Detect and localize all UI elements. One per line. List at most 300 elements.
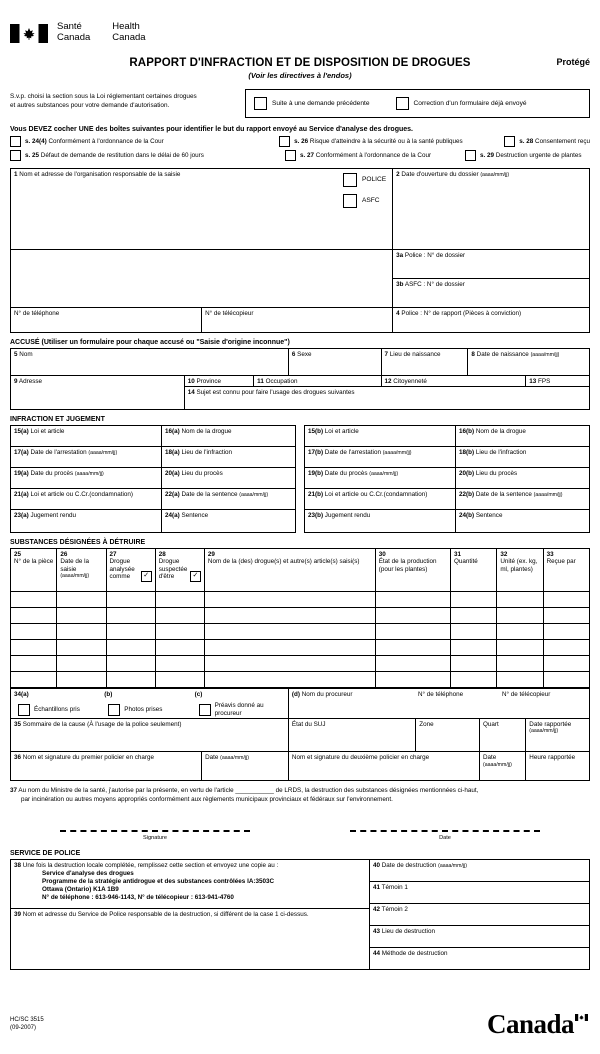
col-26-hint: (aaaa/mm/jj) <box>60 573 90 580</box>
field-36-officer2[interactable] <box>288 751 479 780</box>
option-s25[interactable] <box>10 150 285 161</box>
notice-to-prosecutor-label: Préavis donné au procureur <box>214 702 264 717</box>
field-21b-label: Loi et article ou C.Cr.(condamnation) <box>324 490 428 498</box>
field-etat-suj[interactable] <box>288 718 415 751</box>
canada-flag-small-icon <box>575 997 588 1004</box>
cell-28[interactable] <box>155 591 204 607</box>
field-zone[interactable] <box>416 718 480 751</box>
intro-line-2: et autres substances pour votre demande d'autorisation. <box>10 101 170 109</box>
field-fax[interactable] <box>202 308 393 333</box>
cell-30[interactable] <box>375 607 450 623</box>
purpose-options <box>10 136 590 161</box>
police-option[interactable] <box>338 173 386 187</box>
field-36-heure[interactable] <box>526 751 590 780</box>
offence-heading: INFRACTION ET JUGEMENT <box>10 415 105 423</box>
wordmark-health: Health <box>112 21 140 32</box>
table-row[interactable] <box>11 591 590 607</box>
field-38-addr1: Service d'analyse des drogues <box>42 869 134 877</box>
field-11-occupation[interactable] <box>254 376 381 387</box>
cell-26[interactable] <box>57 623 106 639</box>
field-40-label: Date de destruction <box>381 861 437 869</box>
cell-30[interactable] <box>375 671 450 687</box>
field-9-address[interactable] <box>11 376 185 410</box>
col-29-label: Nom de la (des) drogue(s) et autre(s) article(s) saisi(s) <box>207 558 360 566</box>
field-15a[interactable] <box>11 425 162 446</box>
field-16a[interactable] <box>162 425 296 446</box>
cell-28[interactable] <box>155 671 204 687</box>
cell-30[interactable] <box>375 639 450 655</box>
field-42-witness2[interactable] <box>370 903 589 925</box>
intro-checkbox-box <box>245 89 590 118</box>
field-42-label: Témoin 2 <box>381 905 408 913</box>
field-38-addr2: Programme de la stratégie antidrogue et des substances contrôlées IA:3503C <box>42 878 275 885</box>
col-26-label: Date de la saisie <box>60 558 90 573</box>
field-37-num: 37 <box>10 786 18 794</box>
cell-30[interactable] <box>375 591 450 607</box>
cell-28[interactable] <box>155 607 204 623</box>
field-17b[interactable] <box>305 446 456 467</box>
field-13-num: 13 <box>529 378 537 385</box>
field-38-label: Une fois la destruction locale complétée, remplissez cette section et envoyez une copie au : <box>22 861 279 869</box>
field-20b[interactable] <box>456 467 590 488</box>
field-date-rapportee-hint: (aaaa/mm/jj) <box>529 728 559 735</box>
signature-col <box>60 830 250 841</box>
field-18b-num: 18(b) <box>459 448 475 456</box>
field-38-num: 38 <box>14 861 22 869</box>
cell-25[interactable] <box>11 623 57 639</box>
cell-31[interactable] <box>451 607 497 623</box>
photos-taken-checkbox[interactable] <box>108 704 120 716</box>
field-36-date1[interactable] <box>202 751 289 780</box>
cell-32[interactable] <box>497 655 543 671</box>
field-7-birthplace[interactable] <box>381 349 468 376</box>
option-s26-checkbox[interactable] <box>279 136 290 147</box>
purpose-row-1 <box>10 136 590 147</box>
option-s27-checkbox[interactable] <box>285 150 296 161</box>
cell-25[interactable] <box>11 671 57 687</box>
field-22b-label: Date de la sentence <box>475 490 532 498</box>
section-34d-labels <box>292 691 586 699</box>
field-15a-label: Loi et article <box>30 427 65 435</box>
table-row[interactable] <box>11 655 590 671</box>
col-33-label: Reçue par <box>546 558 576 566</box>
field-11-label: Occupation <box>265 378 298 385</box>
field-19b[interactable] <box>305 467 456 488</box>
field-3a-police-file[interactable] <box>393 250 590 279</box>
col-31-num: 31 <box>454 550 462 558</box>
field-38-block <box>14 862 366 903</box>
cell-26[interactable] <box>57 671 106 687</box>
field-8-label: Date de naissance <box>476 351 529 358</box>
destruction-details-cell <box>369 859 589 969</box>
cell-31[interactable] <box>451 591 497 607</box>
field-etat-suj-label: État du SUJ <box>291 720 326 728</box>
col-25-label: N° de la pièce <box>14 558 54 566</box>
field-19a-num: 19(a) <box>14 469 29 477</box>
field-41-witness1[interactable] <box>370 881 589 903</box>
field-13-fps[interactable] <box>526 376 590 387</box>
table-row[interactable] <box>11 671 590 687</box>
col-32-label: Unité (ex. kg, ml, plantes) <box>500 558 538 573</box>
field-22b[interactable] <box>456 488 590 509</box>
offence-table-b <box>304 425 590 533</box>
field-39-police-service[interactable] <box>11 908 370 969</box>
offence-column-b <box>304 425 590 533</box>
field-6-num: 6 <box>291 351 296 358</box>
field-43-label: Lieu de destruction <box>381 927 435 935</box>
col-29 <box>204 548 375 591</box>
cell-33[interactable] <box>543 591 589 607</box>
followup-request-checkbox[interactable] <box>254 97 267 110</box>
field-19b-hint: (aaaa/mm/jj) <box>369 470 399 477</box>
col-33 <box>543 548 589 591</box>
departmental-wordmark <box>57 22 168 43</box>
field-8-hint: (aaaa/mm/jj) <box>530 352 560 358</box>
option-s24-4-ref: s. 24(4) <box>25 138 47 145</box>
cell-30[interactable] <box>375 655 450 671</box>
cell-25[interactable] <box>11 639 57 655</box>
option-s25-text: Défaut de demande de restitution dans le délai de 60 jours <box>40 152 204 159</box>
field-36-date1-label: Date <box>205 753 219 761</box>
field-18a-num: 18(a) <box>165 448 180 456</box>
table-row[interactable] <box>11 607 590 623</box>
cell-33[interactable] <box>543 671 589 687</box>
field-15a-num: 15(a) <box>14 427 29 435</box>
notice-to-prosecutor-checkbox[interactable] <box>199 704 211 716</box>
police-checkbox[interactable] <box>343 173 357 187</box>
signature-block <box>10 830 590 841</box>
option-s24-4[interactable] <box>10 136 279 147</box>
field-38-addr3: Ottawa (Ontario) K1A 1B9 <box>42 886 119 894</box>
cell-30[interactable] <box>375 623 450 639</box>
cell-29[interactable] <box>204 639 375 655</box>
option-s27-text: Conformément à l'ordonnance de la Cour <box>315 152 432 159</box>
field-8-birthdate[interactable] <box>468 349 590 376</box>
field-9-label: Adresse <box>18 378 43 385</box>
asfc-label: ASFC <box>361 197 380 205</box>
substances-table <box>10 548 590 688</box>
date-col <box>350 830 540 841</box>
field-16b-num: 16(b) <box>459 427 475 435</box>
samples-taken-checkbox[interactable] <box>18 704 30 716</box>
field-23a[interactable] <box>11 509 162 532</box>
prosecutor-phone-label: N° de téléphone <box>417 690 464 698</box>
option-s24-4-checkbox[interactable] <box>10 136 21 147</box>
field-15b-num: 15(b) <box>308 427 324 435</box>
cell-29[interactable] <box>204 623 375 639</box>
field-23b-num: 23(b) <box>308 511 324 519</box>
correction-checkbox[interactable] <box>396 97 409 110</box>
field-4-report-no[interactable] <box>393 308 590 333</box>
prosecutor-fax-label: N° de télécopieur <box>501 690 551 698</box>
field-17a-label: Date de l'arrestation <box>30 448 87 456</box>
intro-instruction <box>10 89 245 110</box>
field-4-num: 4 <box>396 310 400 317</box>
field-20a[interactable] <box>162 467 296 488</box>
cell-32[interactable] <box>497 639 543 655</box>
substances-header-row <box>11 548 590 591</box>
field-12-label: Citoyenneté <box>393 378 427 385</box>
cell-32[interactable] <box>497 623 543 639</box>
field-21b[interactable] <box>305 488 456 509</box>
col-26-num: 26 <box>60 550 68 558</box>
field-38-addr4: N° de téléphone : 613-946-1143, N° de télécopieur : 613-941-4760 <box>42 894 234 902</box>
field-phone-label: N° de téléphone <box>14 310 60 317</box>
field-36-officer1[interactable] <box>11 751 202 780</box>
field-18a[interactable] <box>162 446 296 467</box>
cell-32[interactable] <box>497 591 543 607</box>
cell-29[interactable] <box>204 671 375 687</box>
field-1-num: 1 <box>14 171 18 178</box>
field-9-num: 9 <box>14 378 18 385</box>
protected-marking: Protégé <box>556 57 590 67</box>
col-31-label: Quantité <box>454 558 478 566</box>
purpose-row-2 <box>10 150 590 161</box>
wordmark-canada-fr: Canada <box>57 31 91 43</box>
option-s28-checkbox[interactable] <box>504 136 515 147</box>
cell-29[interactable] <box>204 607 375 623</box>
page-header <box>10 0 590 43</box>
wordmark-sante: Santé <box>57 21 82 32</box>
field-10-province[interactable] <box>184 376 253 387</box>
cell-26[interactable] <box>57 639 106 655</box>
field-phone[interactable] <box>11 308 202 333</box>
cell-28[interactable] <box>155 623 204 639</box>
organization-table <box>10 168 590 333</box>
org-spacer-b <box>11 279 393 308</box>
field-36-label2: Nom et signature du deuxième policier en charge <box>291 753 430 761</box>
cell-28[interactable] <box>155 655 204 671</box>
field-34b-num: (b) <box>104 690 113 698</box>
field-8-num: 8 <box>471 351 475 358</box>
field-3a-num: 3a <box>396 252 404 259</box>
cell-33[interactable] <box>543 623 589 639</box>
field-fax-label: N° de télécopieur <box>205 310 254 317</box>
option-s27[interactable] <box>285 150 465 161</box>
form-number: HC/SC 3515 <box>10 1017 44 1023</box>
field-17a[interactable] <box>11 446 162 467</box>
cell-32[interactable] <box>497 607 543 623</box>
cell-31[interactable] <box>451 671 497 687</box>
cell-26[interactable] <box>57 655 106 671</box>
field-3b-num: 3b <box>396 281 404 288</box>
cell-29[interactable] <box>204 655 375 671</box>
field-7-num: 7 <box>384 351 389 358</box>
field-24a-num: 24(a) <box>165 511 180 519</box>
option-s28[interactable] <box>504 136 590 147</box>
field-16a-num: 16(a) <box>165 427 180 435</box>
field-22a-label: Date de la sentence <box>181 490 238 498</box>
cell-31[interactable] <box>451 655 497 671</box>
cell-33[interactable] <box>543 607 589 623</box>
cell-29[interactable] <box>204 591 375 607</box>
org-spacer-a <box>11 250 393 279</box>
samples-taken-option[interactable] <box>14 702 104 717</box>
form-footer <box>10 1016 44 1032</box>
option-s29-ref: s. 29 <box>480 152 495 159</box>
asfc-option[interactable] <box>338 194 386 208</box>
field-2-date-opened[interactable] <box>393 169 590 250</box>
organization-section <box>10 168 590 333</box>
field-quart-label: Quart <box>482 720 499 728</box>
field-3b-label: ASFC : N° de dossier <box>404 281 465 288</box>
cell-33[interactable] <box>543 639 589 655</box>
field-34d-label: Nom du procureur <box>301 690 353 698</box>
date-caption: Date <box>439 834 451 841</box>
field-quart[interactable] <box>479 718 525 751</box>
field-19a[interactable] <box>11 467 162 488</box>
field-20a-label: Lieu du procès <box>181 469 223 477</box>
field-44-destruction-method[interactable] <box>370 947 589 969</box>
cell-25[interactable] <box>11 655 57 671</box>
field-14-label: Sujet est connu pour faire l'usage des drogues suivantes <box>196 388 355 396</box>
field-41-num: 41 <box>372 883 380 891</box>
field-23a-label: Jugement rendu <box>30 511 76 519</box>
col-27-label: Drogue analysée comme <box>109 558 135 581</box>
field-4-label: Police : N° de rapport (Pièces à conviction) <box>401 310 522 317</box>
field-date-rapportee-label: Date rapportée <box>529 720 572 728</box>
signature-line[interactable] <box>60 830 250 832</box>
cell-31[interactable] <box>451 639 497 655</box>
cell-25[interactable] <box>11 607 57 623</box>
option-s25-checkbox[interactable] <box>10 150 21 161</box>
asfc-checkbox[interactable] <box>343 194 357 208</box>
cell-26[interactable] <box>57 607 106 623</box>
field-41-label: Témoin 1 <box>381 883 408 891</box>
field-12-citizenship[interactable] <box>381 376 526 387</box>
field-35-summary[interactable] <box>11 718 289 751</box>
field-18b[interactable] <box>456 446 590 467</box>
cell-27[interactable] <box>106 639 155 655</box>
must-check-heading: Vous DEVEZ cocher UNE des boîtes suivantes pour identifier le but du rapport envoyé au Service d'analyse des drogues. <box>10 126 413 133</box>
field-24b[interactable] <box>456 509 590 532</box>
field-36-date2-label: Date <box>482 753 497 761</box>
section-34-35-36-table <box>10 688 590 781</box>
field-1-org[interactable] <box>11 169 393 250</box>
photos-taken-option[interactable] <box>104 702 194 717</box>
field-15b[interactable] <box>305 425 456 446</box>
section-34d[interactable] <box>288 688 589 718</box>
field-35-label: Sommaire de la cause (À l'usage de la police seulement) <box>22 720 182 728</box>
field-22a[interactable] <box>162 488 296 509</box>
option-s29-text: Destruction urgente de plantes <box>495 152 582 159</box>
field-40-destruction-date[interactable] <box>370 860 589 882</box>
field-21a[interactable] <box>11 488 162 509</box>
field-5-label: Nom <box>19 351 33 358</box>
field-21b-num: 21(b) <box>308 490 324 498</box>
field-date-rapportee[interactable] <box>526 718 590 751</box>
wordmark-canada-en: Canada <box>112 31 146 43</box>
offence-column-a <box>10 425 296 533</box>
notice-to-prosecutor-option[interactable] <box>195 702 285 717</box>
col-32 <box>497 548 543 591</box>
col-28-check-icon[interactable]: ✓ <box>190 571 201 582</box>
signature-caption: Signature <box>143 834 167 841</box>
field-2-label: Date d'ouverture du dossier <box>401 171 479 178</box>
field-17b-label: Date de l'arrestation <box>324 448 381 456</box>
table-row[interactable] <box>11 639 590 655</box>
field-24a[interactable] <box>162 509 296 532</box>
col-30-num: 30 <box>378 550 386 558</box>
cell-27[interactable] <box>106 623 155 639</box>
field-14-known-drugs[interactable] <box>184 386 589 409</box>
form-revision: (09-2007) <box>10 1025 37 1031</box>
field-19b-num: 19(b) <box>308 469 324 477</box>
cell-28[interactable] <box>155 639 204 655</box>
field-36-date2-hint: (aaaa/mm/jj) <box>482 762 512 769</box>
table-row[interactable] <box>11 623 590 639</box>
option-s29-checkbox[interactable] <box>465 150 476 161</box>
cell-27[interactable] <box>106 655 155 671</box>
police-label: POLICE <box>361 176 387 184</box>
field-17b-num: 17(b) <box>308 448 324 456</box>
field-36-num: 36 <box>14 753 22 761</box>
col-27-num: 27 <box>109 550 117 558</box>
cell-32[interactable] <box>497 671 543 687</box>
cell-27[interactable] <box>106 607 155 623</box>
field-17b-hint: (aaaa/mm/jj) <box>382 449 412 456</box>
field-2-num: 2 <box>396 171 400 178</box>
col-27-check-icon[interactable]: ✓ <box>141 571 152 582</box>
field-17a-num: 17(a) <box>14 448 29 456</box>
field-10-label: Province <box>196 378 221 385</box>
section-37 <box>10 786 590 804</box>
field-5-name[interactable] <box>11 349 289 376</box>
field-2-hint: (aaaa/mm/jj) <box>480 172 510 178</box>
cell-27[interactable] <box>106 671 155 687</box>
col-26 <box>57 548 106 591</box>
field-37-line2: par incinération ou autres moyens appropriés conformément aux règlements municipaux provinciaux et fédéraux sur l'environnement. <box>21 795 393 803</box>
field-36-date2[interactable] <box>479 751 525 780</box>
section-34-abc <box>11 688 289 718</box>
option-s26[interactable] <box>279 136 504 147</box>
field-18b-label: Lieu de l'infraction <box>475 448 527 456</box>
field-23b[interactable] <box>305 509 456 532</box>
col-28-num: 28 <box>158 550 166 558</box>
cell-26[interactable] <box>57 591 106 607</box>
intro-section <box>10 89 590 118</box>
field-36-label: Nom et signature du premier policier en charge <box>22 753 155 761</box>
field-16b[interactable] <box>456 425 590 446</box>
cell-25[interactable] <box>11 591 57 607</box>
cell-31[interactable] <box>451 623 497 639</box>
date-line[interactable] <box>350 830 540 832</box>
canada-wordmark-text: Canada <box>486 1009 574 1039</box>
option-s24-4-text: Conformément à l'ordonnance de la Cour <box>48 138 164 145</box>
cell-27[interactable] <box>106 591 155 607</box>
field-21a-label: Loi et article ou C.Cr.(condamnation) <box>30 490 134 498</box>
offence-columns <box>10 425 590 533</box>
field-6-sex[interactable] <box>288 349 381 376</box>
field-12-num: 12 <box>384 378 392 385</box>
cell-33[interactable] <box>543 655 589 671</box>
col-28 <box>155 548 204 591</box>
option-s26-text: Risque d'atteindre à la sécurité ou à la santé publiques <box>309 138 463 145</box>
field-19b-label: Date du procès <box>324 469 368 477</box>
field-24b-num: 24(b) <box>459 511 475 519</box>
field-17a-hint: (aaaa/mm/jj) <box>88 449 118 456</box>
field-3b-asfc-file[interactable] <box>393 279 590 308</box>
field-44-label: Méthode de destruction <box>381 949 448 957</box>
field-39-label: Nom et adresse du Service de Police responsable de la destruction, si différent de la case 1 ci-dessus. <box>22 910 309 918</box>
field-6-label: Sexe <box>297 351 312 358</box>
field-19a-label: Date du procès <box>30 469 74 477</box>
agency-checkboxes <box>338 173 386 215</box>
col-28-label: Drogue suspectée d'être <box>158 558 188 581</box>
field-43-destruction-place[interactable] <box>370 925 589 947</box>
intro-line-1: S.v.p. choisi la section sous la Loi réglementant certaines drogues <box>10 93 197 100</box>
option-s29[interactable] <box>465 150 582 161</box>
